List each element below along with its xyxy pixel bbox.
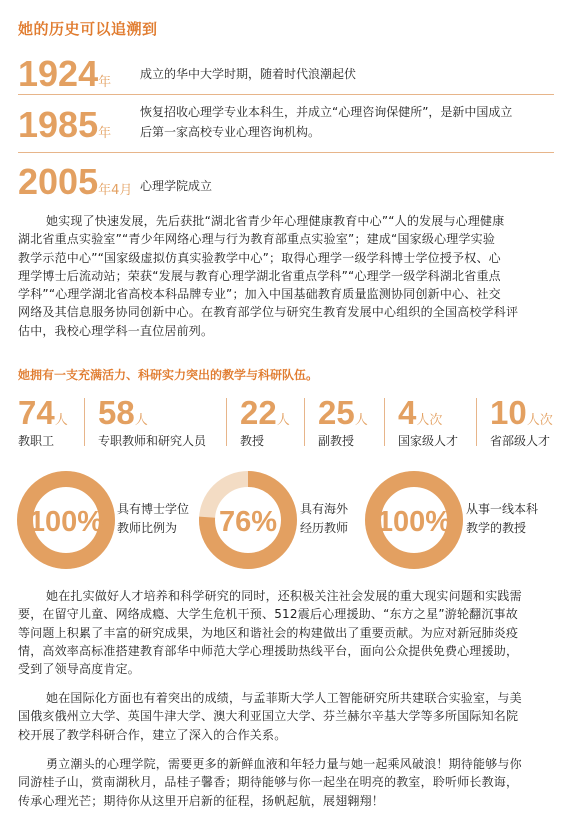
stat-unit: 人 xyxy=(354,413,368,428)
divider xyxy=(18,94,554,95)
para-line: 湖北省重点实验室”“青少年网络心理与行为教育部重点实验室”；建成“国家级心理学实验 xyxy=(18,232,496,247)
stat-separator xyxy=(84,398,85,446)
timeline-item-1985 xyxy=(18,104,112,145)
history-paragraph xyxy=(18,212,554,340)
timeline-text-1924: 成立的华中大学时期，随着时代浪潮起伏 xyxy=(140,67,357,81)
timeline-text-line: 恢复招收心理学专业本科生，并成立“心理咨询保健所”，是新中国成立 xyxy=(140,105,513,119)
stat-number: 74 xyxy=(18,394,55,431)
timeline-text-2005: 心理学院成立 xyxy=(140,179,213,193)
stat-label: 专职教师和研究人员 xyxy=(98,434,207,448)
para-line: 她实现了快速发展，先后获批“湖北省青少年心理健康教育中心”“人的发展与心理健康 xyxy=(46,214,505,228)
para-line: 教学示范中心”“国家级虚拟仿真实验教学中心”；取得心理学一级学科博士学位授予权、心 xyxy=(18,250,501,265)
para-line: 她在扎实做好人才培养和科学研究的同时，还积极关注社会发展的重大现实问题和实践需 xyxy=(46,589,522,603)
ring-percent: 100% xyxy=(28,506,104,538)
ring-phd xyxy=(16,470,116,570)
ring-label-line: 教学的教授 xyxy=(466,521,527,535)
stat-number: 4 xyxy=(398,394,417,431)
para-line: 同游桂子山，赏南湖秋月，品桂子馨香；期待能够与你一起坐在明亮的教室，聆听师长教诲， xyxy=(18,775,519,790)
stat-label: 教职工 xyxy=(18,434,55,448)
para-line: 情，高效率高标准搭建教育部华中师范大学心理援助热线平台，面向公众提供免费心理援助， xyxy=(18,643,519,658)
stat-unit: 人次 xyxy=(526,413,553,428)
year-unit: 年 xyxy=(98,126,112,141)
para-line: 学科”“心理学湖北省高校本科品牌专业”；加入中国基础教育质量监测协同创新中心、社交 xyxy=(18,287,501,302)
year-unit: 年4月 xyxy=(98,183,133,198)
stat-provincial-talent xyxy=(490,396,553,449)
para-line: 受到了领导高度肯定。 xyxy=(18,662,141,677)
timeline-item-2005 xyxy=(18,161,133,202)
ring-percent: 100% xyxy=(376,506,452,538)
para-line: 传承心理光芒；期待你从这里开启新的征程，扬帆起航，展翅翱翔！ xyxy=(18,793,385,808)
year-1924: 1924 xyxy=(18,53,99,94)
ring-label-line: 具有海外 xyxy=(300,502,349,516)
stat-associate-professors xyxy=(318,396,368,449)
ring-label-line: 教师比例为 xyxy=(117,521,178,535)
year-2005: 2005 xyxy=(18,161,99,202)
stat-professors xyxy=(240,396,290,449)
stat-separator xyxy=(476,398,477,446)
stat-unit: 人 xyxy=(54,413,68,428)
ring-frontline xyxy=(364,470,464,570)
ring-percent: 76% xyxy=(218,506,278,538)
para-line: 理学博士后流动站；荣获“发展与教育心理学湖北省重点学科”“心理学一级学科湖北省重点 xyxy=(18,268,501,283)
ring-label-overseas xyxy=(300,500,348,538)
para-line: 她在国际化方面也有着突出的成绩，与孟菲斯大学人工智能研究所共建联合实验室，与美 xyxy=(46,691,522,705)
ring-label-phd xyxy=(117,500,189,538)
para-line: 要，在留守儿童、网络成瘾、大学生危机干预、512震后心理援助、“东方之星”游轮翻沉事故 xyxy=(18,607,518,622)
history-title: 她的历史可以追溯到 xyxy=(18,20,158,38)
stat-national-talent xyxy=(398,396,458,449)
stat-number: 25 xyxy=(318,394,355,431)
year-unit: 年 xyxy=(98,75,112,90)
stat-unit: 人 xyxy=(276,413,290,428)
ring-label-line: 具有博士学位 xyxy=(117,502,190,516)
para-line: 国俄亥俄州立大学、英国牛津大学、澳大利亚国立大学、芬兰赫尔辛基大学等多所国际知名院 xyxy=(18,709,519,724)
timeline-text-1985 xyxy=(140,102,512,142)
stat-label: 副教授 xyxy=(318,434,355,448)
stat-number: 10 xyxy=(490,394,527,431)
stat-number: 58 xyxy=(98,394,135,431)
ring-label-line: 经历教师 xyxy=(300,521,349,535)
year-1985: 1985 xyxy=(18,104,99,145)
closing-paragraph-3 xyxy=(18,755,554,810)
closing-paragraph-2 xyxy=(18,689,554,744)
para-line: 等问题上积累了丰富的研究成果，为地区和谐社会的构建做出了重要贡献。为应对新冠肺炎疫 xyxy=(18,625,519,640)
timeline-item-1924 xyxy=(18,53,112,94)
timeline-text-line: 后第一家高校专业心理咨询机构。 xyxy=(140,125,321,139)
stat-unit: 人 xyxy=(134,413,148,428)
stat-separator xyxy=(226,398,227,446)
stat-number: 22 xyxy=(240,394,277,431)
ring-label-frontline xyxy=(466,500,538,538)
stat-separator xyxy=(304,398,305,446)
stat-unit: 人次 xyxy=(416,413,443,428)
stat-label: 教授 xyxy=(240,434,265,448)
divider xyxy=(18,152,554,153)
stat-label: 省部级人才 xyxy=(490,434,551,448)
para-line: 校开展了教学科研合作，建立了深入的合作关系。 xyxy=(18,727,287,742)
ring-label-line: 从事一线本科 xyxy=(466,502,539,516)
para-line: 网络及其信息服务协同创新中心。在教育部学位与研究生教育发展中心组织的全国高校学科评 xyxy=(18,305,519,320)
para-line: 勇立潮头的心理学院，需要更多的新鲜血液和年轻力量与她一起乘风破浪！期待能够与你 xyxy=(46,757,522,771)
stat-label: 国家级人才 xyxy=(398,434,459,448)
para-line: 估中，我校心理学科一直位居前列。 xyxy=(18,323,214,338)
ring-overseas xyxy=(198,470,298,570)
closing-paragraph-1 xyxy=(18,587,554,678)
stat-staff xyxy=(18,396,68,449)
stat-teachers xyxy=(98,396,206,449)
team-title: 她拥有一支充满活力、科研实力突出的教学与科研队伍。 xyxy=(18,368,319,382)
stat-separator xyxy=(384,398,385,446)
